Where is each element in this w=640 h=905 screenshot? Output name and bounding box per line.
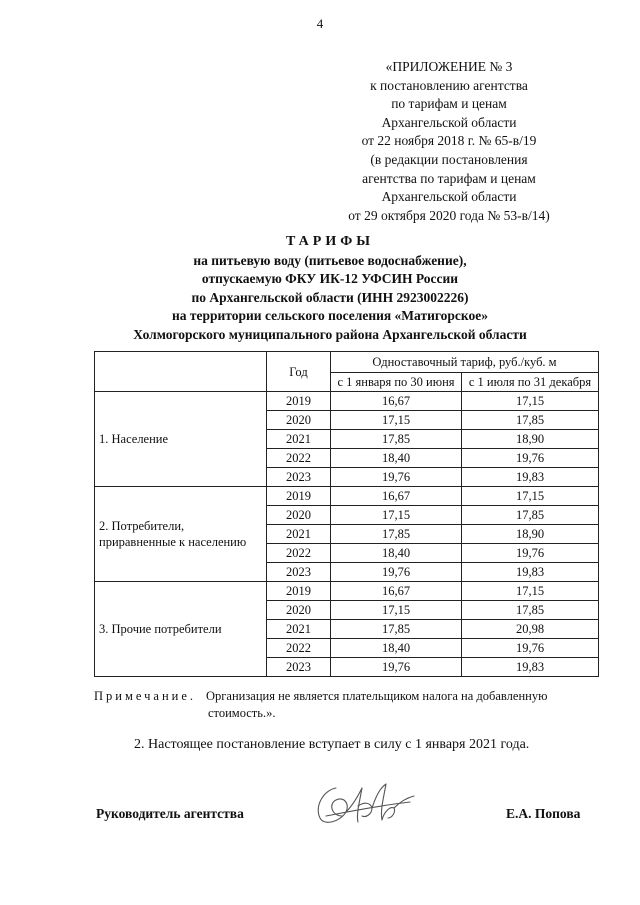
tariff-cell: 19,76: [331, 658, 462, 677]
tariff-cell: 18,40: [331, 449, 462, 468]
tariff-cell: 17,15: [462, 487, 599, 506]
year-cell: 2023: [267, 563, 331, 582]
note-text: Организация не является плательщиком налога на добавленную: [206, 689, 548, 703]
tariff-cell: 20,98: [462, 620, 599, 639]
tariff-cell: 19,76: [462, 449, 599, 468]
year-cell: 2020: [267, 506, 331, 525]
header-year: Год: [267, 352, 331, 392]
tariff-cell: 16,67: [331, 392, 462, 411]
title-line: на питьевую воду (питьевое водоснабжение),: [193, 252, 467, 268]
note-text-continued: стоимость.».: [208, 706, 276, 720]
header-period-2: с 1 июля по 31 декабря: [462, 373, 599, 392]
year-cell: 2019: [267, 487, 331, 506]
appendix-line: к постановлению агентства: [370, 77, 528, 93]
tariff-cell: 17,85: [331, 620, 462, 639]
tariff-cell: 18,40: [331, 544, 462, 563]
title-line: по Архангельской области (ИНН 2923002226): [191, 289, 469, 305]
header-period-1: с 1 января по 30 июня: [331, 373, 462, 392]
tariff-cell: 16,67: [331, 582, 462, 601]
table-row: [95, 582, 599, 601]
tariff-cell: 17,85: [331, 430, 462, 449]
year-cell: 2021: [267, 525, 331, 544]
tariff-cell: 19,76: [462, 544, 599, 563]
tariff-cell: 17,15: [331, 506, 462, 525]
header-empty-cell: [95, 352, 267, 392]
year-cell: 2022: [267, 544, 331, 563]
tariff-cell: 18,90: [462, 430, 599, 449]
tariff-cell: 17,85: [462, 601, 599, 620]
tariff-cell: 17,15: [331, 601, 462, 620]
appendix-line: от 29 октября 2020 года № 53-в/14): [348, 207, 550, 223]
appendix-line: по тарифам и ценам: [391, 96, 507, 112]
year-cell: 2022: [267, 639, 331, 658]
year-cell: 2019: [267, 582, 331, 601]
title-line: Холмогорского муниципального района Архангельской области: [133, 326, 527, 342]
tariff-cell: 16,67: [331, 487, 462, 506]
tariff-cell: 19,83: [462, 468, 599, 487]
year-cell: 2019: [267, 392, 331, 411]
appendix-header: [320, 58, 578, 225]
year-cell: 2022: [267, 449, 331, 468]
title-main: ТАРИФЫ: [286, 234, 374, 249]
year-cell: 2020: [267, 601, 331, 620]
header-tariff: Одноставочный тариф, руб./куб. м: [331, 352, 599, 373]
signature-image: [306, 776, 422, 832]
table-row: [95, 392, 599, 411]
year-cell: 2020: [267, 411, 331, 430]
appendix-line: Архангельской области: [381, 189, 517, 205]
tariff-cell: 17,15: [462, 582, 599, 601]
table-note: [94, 688, 596, 722]
category-cell: 1. Население: [95, 392, 267, 487]
year-cell: 2021: [267, 620, 331, 639]
tariff-cell: 19,83: [462, 658, 599, 677]
year-cell: 2023: [267, 468, 331, 487]
category-cell: 3. Прочие потребители: [95, 582, 267, 677]
tariff-cell: 17,15: [462, 392, 599, 411]
year-cell: 2021: [267, 430, 331, 449]
note-label: Примечание.: [94, 689, 197, 703]
effective-clause: 2. Настоящее постановление вступает в силу с 1 января 2021 года.: [134, 737, 530, 752]
signer-title: Руководитель агентства: [96, 806, 244, 821]
table-header-row: [95, 352, 599, 373]
appendix-line: Архангельской области: [381, 114, 517, 130]
tariff-cell: 19,83: [462, 563, 599, 582]
category-cell: 2. Потребители, приравненные к населению: [95, 487, 267, 582]
appendix-line: от 22 ноября 2018 г. № 65-в/19: [361, 133, 537, 149]
tariff-cell: 19,76: [331, 468, 462, 487]
tariff-cell: 17,85: [331, 525, 462, 544]
tariff-cell: 17,15: [331, 411, 462, 430]
title-line: на территории сельского поселения «Матигорское»: [171, 308, 488, 323]
appendix-line: (в редакции постановления: [370, 151, 528, 167]
tariff-cell: 18,90: [462, 525, 599, 544]
document-title: [60, 233, 600, 344]
year-cell: 2023: [267, 658, 331, 677]
tariff-table: [94, 351, 599, 677]
appendix-line: «ПРИЛОЖЕНИЕ № 3: [385, 59, 513, 74]
page-number: 4: [316, 16, 324, 31]
tariff-cell: 17,85: [462, 411, 599, 430]
tariff-cell: 19,76: [462, 639, 599, 658]
tariff-cell: 17,85: [462, 506, 599, 525]
signer-name: Е.А. Попова: [506, 806, 581, 821]
tariff-cell: 18,40: [331, 639, 462, 658]
tariff-cell: 19,76: [331, 563, 462, 582]
title-line: отпускаемую ФКУ ИК-12 УФСИН России: [201, 271, 459, 286]
appendix-line: агентства по тарифам и ценам: [362, 170, 536, 186]
table-row: [95, 487, 599, 506]
